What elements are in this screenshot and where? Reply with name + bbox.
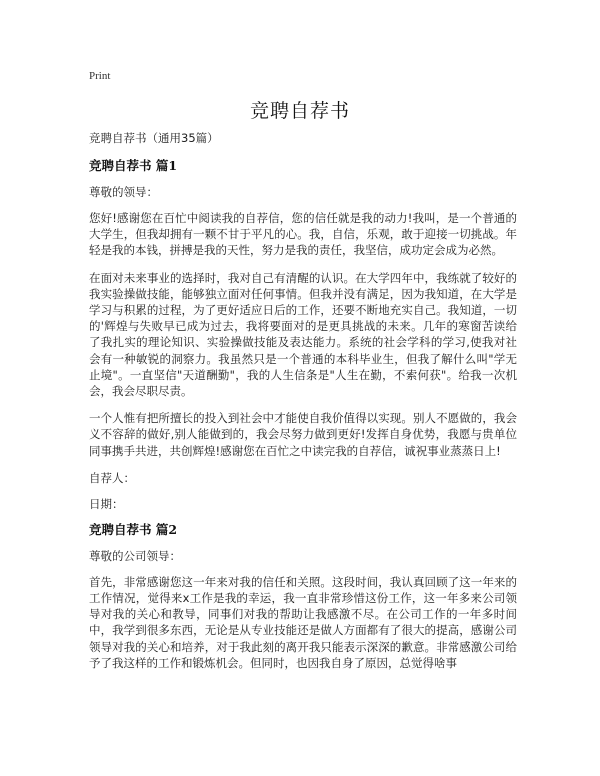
paragraph: 您好!感谢您在百忙中阅读我的自荐信，您的信任就是我的动力!我叫，是一个普通的大学生，但我却拥有一颗不甘于平凡的心。我，自信，乐观，敢于迎接一切挑战。年轻是我的本钱，拼搏是我的天性，努力是我的责任，我坚信，成功定会成为必然。	[89, 211, 517, 258]
print-label[interactable]: Print	[89, 70, 111, 82]
section-heading: 竞聘自荐书 篇1	[89, 158, 178, 173]
greeting: 尊敬的公司领导：	[89, 548, 181, 563]
signer-line: 自荐人：	[89, 470, 135, 485]
paragraph: 在面对未来事业的选择时，我对自己有清醒的认识。在大学四年中，我练就了较好的我实验操做技能，能够独立面对任何事情。但我并没有满足，因为我知道，在大学是学习与积累的过程，为了更好适应日后的工作，还要不断地充实自己。我知道，一切的'辉煌与失败早已成为过去，我将要面对的是更具挑战的未来。几年的寒窗苦读给了我扎实的理论知识、实验操做技能及表达能力。系统的社会学科的学习,使我对社会有一种敏锐的洞察力。我虽然只是一个普通的本科毕业生，但我了解什么叫"学无止境"。一直坚信"天道酬勤"，我的人生信条是"人生在勤，不索何获"。给我一次机会，我会尽职尽责。	[89, 270, 517, 399]
section-heading: 竞聘自荐书 篇2	[89, 521, 178, 537]
section-1	[89, 158, 517, 512]
date-line: 日期：	[89, 496, 124, 511]
paragraph: 一个人惟有把所擅长的投入到社会中才能使自我价值得以实现。别人不愿做的，我会义不容辞的做好,别人能做到的，我会尽努力做到更好!发挥自身优势，我愿与贵单位同事携手共进，共创辉煌!感谢您在百忙之中读完我的自荐信，诚祝事业蒸蒸日上!	[89, 411, 517, 458]
document-title: 竞聘自荐书	[249, 100, 350, 122]
document-body	[89, 130, 517, 682]
paragraph: 首先，非常感谢您这一年来对我的信任和关照。这段时间，我认真回顾了这一年来的工作情况，觉得来x工作是我的幸运，我一直非常珍惜这份工作，这一年多来公司领导对我的关心和教导，同事们对我的帮助让我感激不尽。在公司工作的一年多时间中，我学到很多东西，无论是从专业技能还是做人方面都有了很大的提高，感谢公司领导对我的关心和培养，对于我此刻的离开我只能表示深深的歉意。非常感激公司给予了我这样的工作和锻炼机会。但同时，也因我自身了原因，总觉得啥事	[89, 574, 517, 670]
document-subtitle: 竞聘自荐书（通用35篇）	[89, 131, 219, 145]
greeting: 尊敬的领导：	[89, 185, 158, 199]
section-2	[89, 522, 517, 671]
